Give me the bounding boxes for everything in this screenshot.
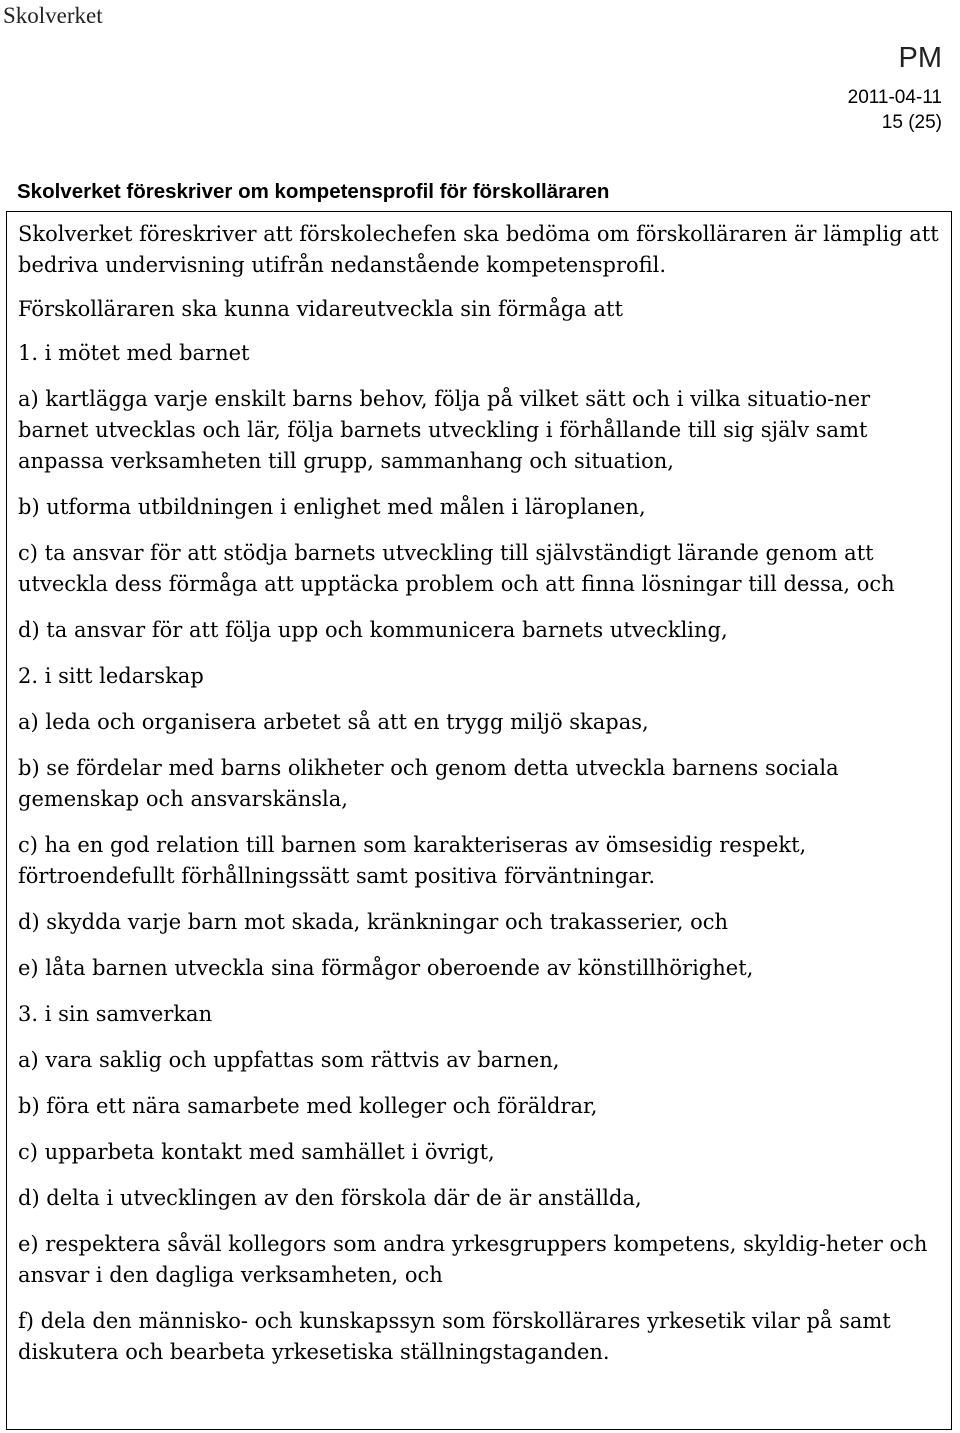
list-item: b) utforma utbildningen i enlighet med målen i läroplanen, [18, 495, 646, 519]
header-organization: Skolverket [3, 3, 103, 28]
group-heading: 2. i sitt ledarskap [18, 664, 204, 688]
list-item: e) respektera såväl kollegors som andra yrkesgruppers kompetens, skyldig-heter och ansvar i den dagliga verksamheten, och [18, 1232, 928, 1287]
header-document-type: PM [898, 42, 942, 74]
group-heading: 3. i sin samverkan [18, 1002, 213, 1026]
header-date: 2011-04-11 [847, 87, 942, 108]
list-item: e) låta barnen utveckla sina förmågor oberoende av könstillhörighet, [18, 956, 754, 980]
intro-paragraph: Skolverket föreskriver att förskolechefen ska bedöma om förskolläraren är lämplig att bedriva undervisning utifrån nedanstående kompetensprofil. [18, 222, 939, 277]
list-item: c) ha en god relation till barnen som karakteriseras av ömsesidig respekt, förtroendefullt förhållningssätt samt positiva förväntningar. [18, 833, 807, 888]
section-title: Skolverket föreskriver om kompetensprofil för förskolläraren [17, 180, 610, 203]
list-item: b) föra ett nära samarbete med kolleger och föräldrar, [18, 1094, 598, 1118]
list-item: d) ta ansvar för att följa upp och kommunicera barnets utveckling, [18, 618, 728, 642]
list-item: a) kartlägga varje enskilt barns behov, följa på vilket sätt och i vilka situatio-ner barnet utvecklas och lär, följa barnets utveckling i förhållande till sig själv samt anpassa verksamheten till grupp, sammanhang och situation, [18, 387, 871, 473]
header-page-number: 15 (25) [881, 112, 942, 133]
list-item: a) leda och organisera arbetet så att en trygg miljö skapas, [18, 710, 649, 734]
list-item: c) ta ansvar för att stödja barnets utveckling till självständigt lärande genom att utveckla dess förmåga att upptäcka problem och att finna lösningar till dessa, och [18, 541, 895, 596]
list-item: c) upparbeta kontakt med samhället i övrigt, [18, 1140, 495, 1164]
content-body [18, 219, 944, 1383]
group-heading: 1. i mötet med barnet [18, 341, 250, 365]
list-item: b) se fördelar med barns olikheter och genom detta utveckla barnens sociala gemenskap och ansvarskänsla, [18, 756, 839, 811]
list-item: d) delta i utvecklingen av den förskola där de är anställda, [18, 1186, 642, 1210]
intro-lead-in: Förskolläraren ska kunna vidareutveckla sin förmåga att [18, 297, 623, 321]
list-item: d) skydda varje barn mot skada, kränkningar och trakasserier, och [18, 910, 729, 934]
list-item: f) dela den människo- och kunskapssyn som förskollärares yrkesetik vilar på samt diskutera och bearbeta yrkesetiska ställningstaganden. [18, 1309, 891, 1364]
list-item: a) vara saklig och uppfattas som rättvis av barnen, [18, 1048, 560, 1072]
